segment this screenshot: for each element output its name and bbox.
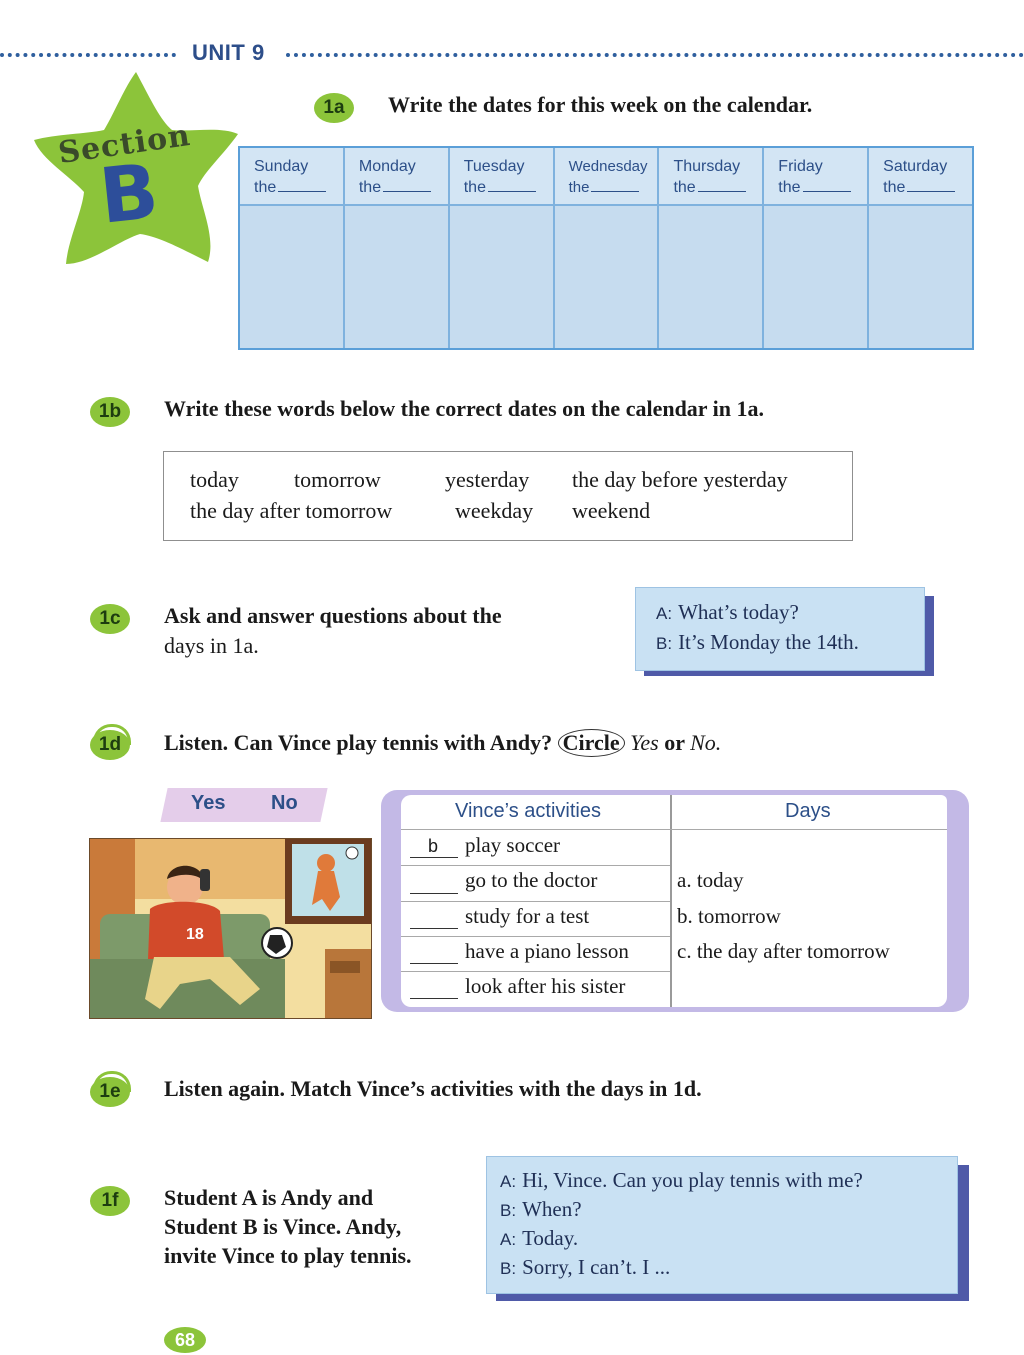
speaker: B: <box>500 1201 517 1220</box>
badge-1c: 1c <box>90 604 130 634</box>
instruction-1a: Write the dates for this week on the calendar. <box>388 92 813 117</box>
boy-phone-illustration-icon <box>90 839 371 1018</box>
answer-blank-4[interactable] <box>410 963 458 964</box>
date-blank[interactable] <box>907 191 955 192</box>
the-label: the <box>358 179 382 196</box>
instruction-1f-line2: Student B is Vince. Andy, <box>164 1214 402 1239</box>
section-letter: B <box>95 146 163 241</box>
column-header-activities: Vince’s activities <box>455 800 601 822</box>
section-word: Section <box>56 117 193 172</box>
calendar-day-thursday[interactable] <box>659 148 764 348</box>
dialogue-1c-line1 <box>656 600 799 625</box>
unit-title: UNIT 9 <box>192 40 265 65</box>
instruction-1c-line1: Ask and answer questions about the <box>164 603 502 628</box>
table-header-line <box>401 829 947 830</box>
date-blank[interactable] <box>803 191 851 192</box>
day-option-a: a. today <box>677 868 744 892</box>
the-label: the <box>673 179 696 196</box>
table-divider <box>670 795 672 1007</box>
speaker: B: <box>656 634 673 653</box>
dialogue-1f-line3 <box>500 1226 578 1251</box>
word-day-after-tomorrow: the day after tomorrow <box>190 498 393 523</box>
column-header-days: Days <box>785 800 831 822</box>
instruction-1c-line2: days in 1a. <box>164 633 259 658</box>
day-label: Friday <box>778 158 823 175</box>
activity-5: look after his sister <box>465 974 626 998</box>
calendar-day-friday[interactable] <box>764 148 869 348</box>
activity-3: study for a test <box>465 904 590 928</box>
dialogue-1f-line4 <box>500 1255 670 1280</box>
option-yes[interactable]: Yes <box>191 792 226 814</box>
day-label: Wednesday <box>568 158 648 175</box>
line-text: Hi, Vince. Can you play tennis with me? <box>522 1168 863 1192</box>
yes-word: Yes <box>630 730 659 755</box>
header-dots-left <box>0 53 176 57</box>
the-label: the <box>568 179 590 196</box>
the-label: the <box>778 179 801 196</box>
line-text: When? <box>522 1197 582 1221</box>
date-blank[interactable] <box>698 191 746 192</box>
instruction-1f-line1: Student A is Andy and <box>164 1185 374 1210</box>
instruction-1f-line3: invite Vince to play tennis. <box>164 1243 412 1268</box>
date-blank[interactable] <box>278 191 326 192</box>
table-row-line <box>401 971 670 972</box>
speaker: A: <box>656 604 673 623</box>
circle-word: Circle <box>558 729 625 757</box>
word-weekend: weekend <box>572 498 651 523</box>
table-row-line <box>401 936 670 937</box>
day-option-b: b. tomorrow <box>677 904 781 928</box>
dialogue-1f-line1 <box>500 1168 863 1193</box>
calendar-day-monday[interactable] <box>345 148 450 348</box>
badge-1d-headphones-icon <box>90 730 130 760</box>
word-today: today <box>190 467 239 492</box>
answer-line <box>410 857 458 858</box>
calendar <box>238 146 974 350</box>
badge-1a: 1a <box>314 93 354 123</box>
day-label: Saturday <box>883 158 948 175</box>
yes-no-banner <box>160 788 327 822</box>
the-label: the <box>254 179 277 196</box>
calendar-day-saturday[interactable] <box>869 148 972 348</box>
badge-1e: 1e <box>99 1081 121 1102</box>
day-label: Thursday <box>673 158 741 175</box>
date-blank[interactable] <box>488 191 536 192</box>
speaker: A: <box>500 1230 517 1249</box>
badge-1e-headphones-icon <box>90 1077 130 1107</box>
answer-blank-1[interactable]: b <box>428 836 439 856</box>
instruction-1b: Write these words below the correct dates on the calendar in 1a. <box>164 396 765 421</box>
day-option-c: c. the day after tomorrow <box>677 939 890 963</box>
badge-1b: 1b <box>90 397 130 427</box>
activity-4: have a piano lesson <box>465 939 629 963</box>
table-row-line <box>401 865 670 866</box>
word-tomorrow: tomorrow <box>294 467 381 492</box>
word-day-before-yesterday: the day before yesterday <box>572 467 788 492</box>
answer-blank-2[interactable] <box>410 893 458 894</box>
calendar-day-tuesday[interactable] <box>450 148 555 348</box>
the-label: the <box>883 179 906 196</box>
instruction-1e: Listen again. Match Vince’s activities with the days in 1d. <box>164 1076 702 1101</box>
badge-1d: 1d <box>98 734 122 755</box>
answer-blank-3[interactable] <box>410 928 458 929</box>
line-text: Today. <box>522 1226 579 1250</box>
header-dots-right <box>286 53 1024 57</box>
speaker: B: <box>500 1259 517 1278</box>
dialogue-1c-line2 <box>656 630 859 655</box>
word-box <box>163 451 853 541</box>
option-no[interactable]: No <box>271 792 298 814</box>
line-text: Sorry, I can’t. I ... <box>522 1255 671 1279</box>
or-word: or <box>664 730 685 755</box>
table-row-line <box>401 901 670 902</box>
word-weekday: weekday <box>455 498 534 523</box>
date-blank[interactable] <box>383 191 431 192</box>
no-word: No. <box>690 730 722 755</box>
the-label: the <box>463 179 486 196</box>
line-text: What’s today? <box>678 600 799 624</box>
answer-blank-5[interactable] <box>410 998 458 999</box>
activity-2: go to the doctor <box>465 868 598 892</box>
shirt-number: 18 <box>186 926 204 943</box>
instruction-1d <box>164 729 721 757</box>
day-label: Monday <box>358 158 416 175</box>
badge-1f: 1f <box>90 1186 130 1216</box>
speaker: A: <box>500 1172 517 1191</box>
instruction-1d-text: Listen. Can Vince play tennis with Andy? <box>164 730 553 755</box>
activity-1: play soccer <box>465 833 561 857</box>
day-label: Sunday <box>254 158 309 175</box>
date-blank[interactable] <box>591 191 639 192</box>
line-text: It’s Monday the 14th. <box>678 630 859 654</box>
calendar-day-sunday[interactable] <box>240 148 345 348</box>
dialogue-1f-line2 <box>500 1197 582 1222</box>
word-yesterday: yesterday <box>445 467 530 492</box>
illustration-boy-on-phone <box>89 838 372 1019</box>
day-label: Tuesday <box>463 158 525 175</box>
page-number: 68 <box>164 1327 206 1353</box>
calendar-day-wednesday[interactable] <box>555 148 660 348</box>
